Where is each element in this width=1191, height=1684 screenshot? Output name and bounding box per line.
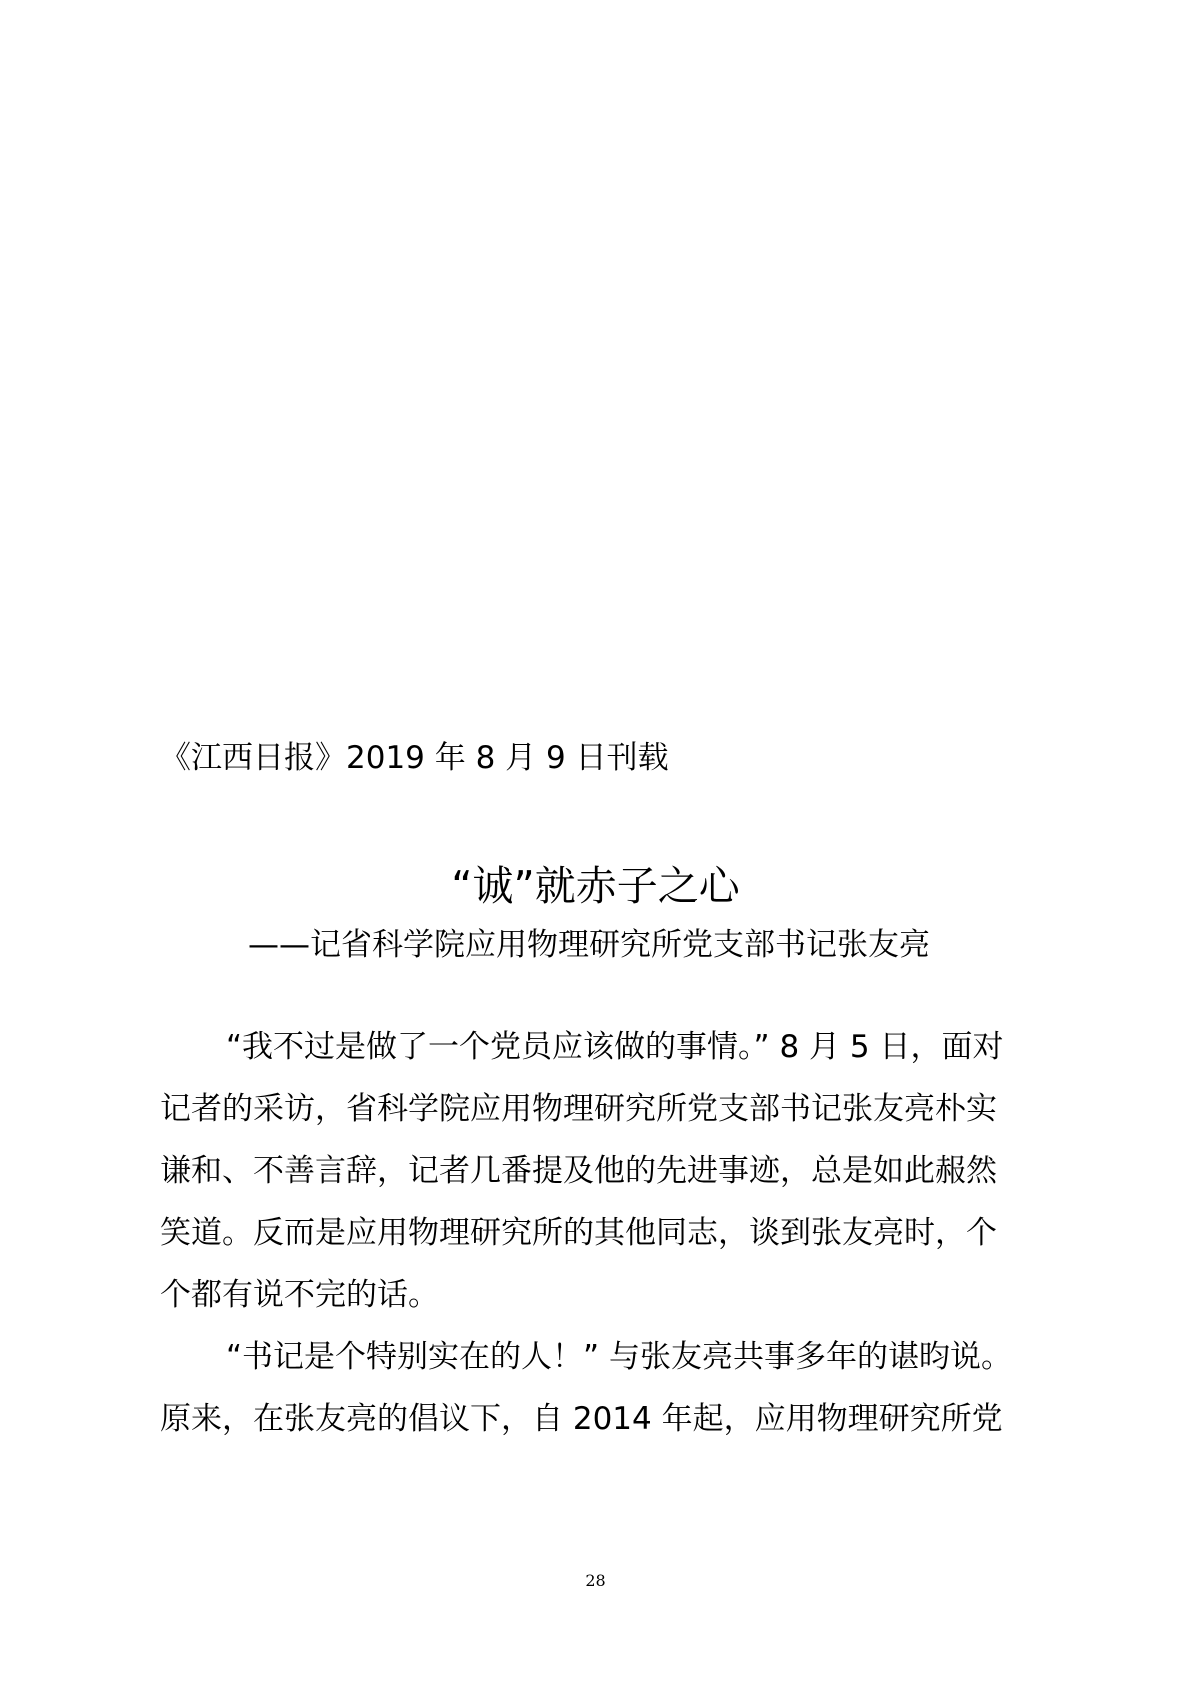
source-line: 《江西日报》2019 年 8 月 9 日刊载 <box>160 740 669 776</box>
body-line: 谦和、不善言辞，记者几番提及他的先进事迹，总是如此赧然 <box>160 1153 997 1189</box>
body-line: 原来，在张友亮的倡议下，自 2014 年起，应用物理研究所党 <box>160 1401 1003 1437</box>
body-line: 记者的采访，省科学院应用物理研究所党支部书记张友亮朴实 <box>160 1091 997 1127</box>
article-title: “诚”就赤子之心 <box>451 862 740 910</box>
article-subtitle: ——记省科学院应用物理研究所党支部书记张友亮 <box>248 927 930 963</box>
body-line: 个都有说不完的话。 <box>160 1277 439 1313</box>
body-line: “我不过是做了一个党员应该做的事情。” 8 月 5 日，面对 <box>226 1029 1004 1065</box>
page-number: 28 <box>585 1571 606 1590</box>
body-line: 笑道。反而是应用物理研究所的其他同志，谈到张友亮时，个 <box>160 1215 997 1251</box>
body-line: “书记是个特别实在的人！” 与张友亮共事多年的谌昀说。 <box>226 1339 1012 1375</box>
